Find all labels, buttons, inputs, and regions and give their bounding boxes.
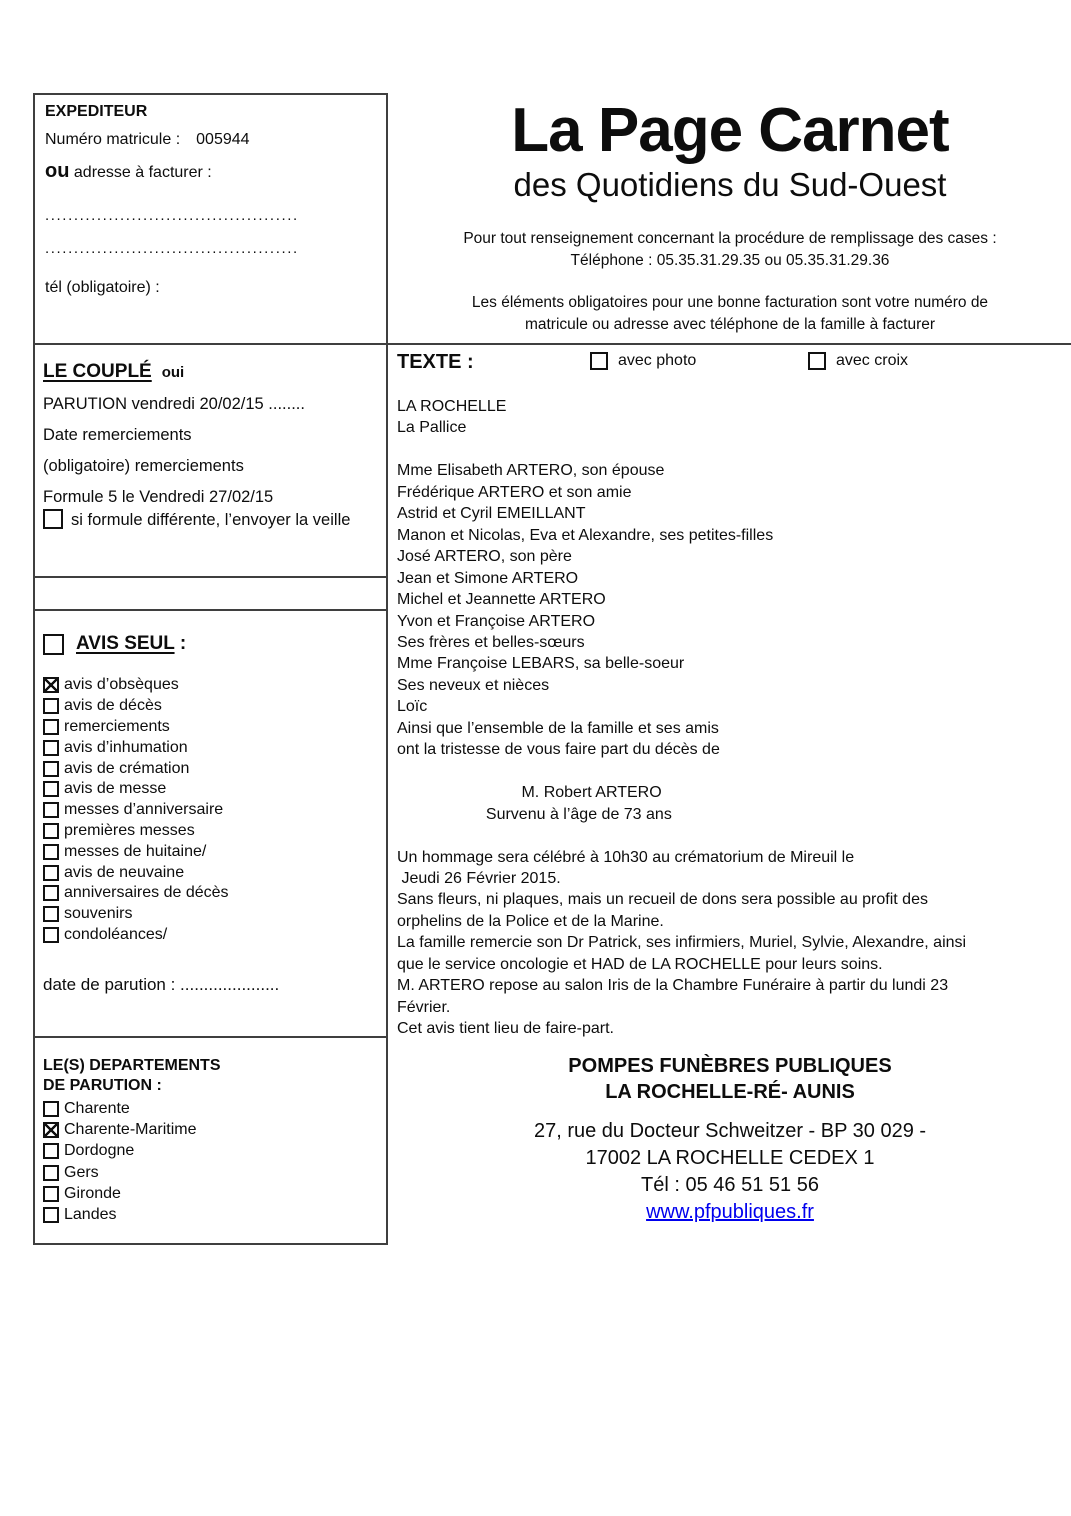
texte-line: LA ROCHELLE: [397, 398, 507, 415]
obligatoire-remerciements-line: (obligatoire) remerciements: [43, 457, 244, 475]
avis-seul-title: AVIS SEUL :: [76, 633, 187, 654]
adresse-label: adresse à facturer :: [73, 164, 212, 181]
avis-option-row: [43, 737, 378, 758]
info1-line1: Pour tout renseignement concernant la procédure de remplissage des cases :: [463, 230, 997, 248]
texte-line: Manon et Nicolas, Eva et Alexandre, ses petites-filles: [397, 526, 774, 544]
texte-line: M. Robert ARTERO: [397, 784, 662, 802]
formule-differente-checkbox[interactable]: [43, 509, 63, 529]
texte-line: Ainsi que l’ensemble de la famille et ses amis: [397, 719, 719, 737]
ou-label: ou: [45, 160, 70, 182]
funeral-home-name-line1: POMPES FUNÈBRES PUBLIQUES: [568, 1055, 892, 1077]
texte-line: Jean et Simone ARTERO: [397, 569, 579, 587]
funeral-home-name-line2: LA ROCHELLE-RÉ- AUNIS: [605, 1081, 855, 1103]
avis-option-checkbox[interactable]: [43, 865, 59, 881]
avis-option-checkbox[interactable]: [43, 906, 59, 922]
texte-line: Un hommage sera célébré à 10h30 au crématorium de Mireuil le: [397, 848, 855, 866]
avis-option-label: messes d’anniversaire: [64, 801, 224, 819]
avis-option-label: premières messes: [64, 821, 195, 839]
texte-line: [397, 439, 1062, 460]
texte-line: que le service oncologie et HAD de LA ROCHELLE pour leurs soins.: [397, 955, 883, 973]
avis-option-row: [43, 696, 378, 717]
avis-option-row: [43, 675, 378, 696]
tel-line: Tél : 05 46 51 51 56: [641, 1174, 819, 1196]
departements-options-list: [43, 1098, 378, 1226]
avis-option-label: avis d’inhumation: [64, 738, 188, 756]
departement-option-label: Gers: [64, 1163, 99, 1181]
avis-option-checkbox[interactable]: [43, 740, 59, 756]
departement-option-row: [43, 1183, 378, 1204]
le-couple-oui: oui: [161, 364, 185, 381]
texte-line: Sans fleurs, ni plaques, mais un recueil de dons sera possible au profit des: [397, 891, 928, 909]
adresse-blank-line-2: ............................................: [45, 240, 299, 257]
texte-line: orphelins de la Police et de la Marine.: [397, 912, 664, 930]
texte-line: Frédérique ARTERO et son amie: [397, 483, 632, 501]
texte-line: Michel et Jeannette ARTERO: [397, 591, 606, 609]
avis-option-label: souvenirs: [64, 905, 133, 923]
avis-option-label: avis d’obsèques: [64, 676, 179, 694]
departement-option-checkbox[interactable]: [43, 1165, 59, 1181]
texte-line: Ses frères et belles-sœurs: [397, 633, 585, 651]
avis-option-checkbox[interactable]: [43, 677, 59, 693]
date-parution-line: date de parution : .....................: [43, 975, 280, 995]
avis-option-row: [43, 779, 378, 800]
departement-option-checkbox[interactable]: [43, 1186, 59, 1202]
expediteur-title: EXPEDITEUR: [45, 103, 148, 120]
matricule-value: 005944: [196, 131, 250, 148]
avec-photo-group: [590, 352, 696, 370]
departement-option-label: Charente-Maritime: [64, 1120, 197, 1138]
empty-spacer-box: [33, 576, 388, 611]
parution-line: PARUTION vendredi 20/02/15 ........: [43, 395, 305, 413]
avis-option-row: [43, 821, 378, 842]
avis-option-checkbox[interactable]: [43, 823, 59, 839]
departement-option-row: [43, 1162, 378, 1183]
departement-option-checkbox[interactable]: [43, 1143, 59, 1159]
avis-option-row: [43, 841, 378, 862]
le-couple-title-row: [43, 361, 378, 383]
adresse-blank-line-1: ............................................: [45, 207, 299, 224]
departements-title-line2: DE PARUTION :: [43, 1077, 162, 1094]
avis-option-checkbox[interactable]: [43, 761, 59, 777]
texte-line: Cet avis tient lieu de faire-part.: [397, 1020, 614, 1038]
avis-option-row: [43, 904, 378, 925]
info1-line2: Téléphone : 05.35.31.29.35 ou 05.35.31.29.36: [570, 251, 890, 269]
expediteur-box: [33, 93, 388, 345]
obituary-text-body: [397, 396, 1062, 1040]
departement-option-label: Charente: [64, 1099, 130, 1117]
avis-option-label: messes de huitaine/: [64, 842, 207, 860]
avis-option-checkbox[interactable]: [43, 698, 59, 714]
avis-option-row: [43, 758, 378, 779]
texte-line: ont la tristesse de vous faire part du décès de: [397, 741, 720, 759]
texte-line: Jeudi 26 Février 2015.: [397, 869, 561, 887]
info2-line1: Les éléments obligatoires pour une bonne facturation sont votre numéro de: [471, 294, 989, 312]
texte-line: [397, 825, 1062, 846]
avis-option-row: [43, 925, 378, 946]
texte-line: M. ARTERO repose au salon Iris de la Chambre Funéraire à partir du lundi 23: [397, 977, 949, 995]
avis-option-label: condoléances/: [64, 925, 168, 943]
texte-line: Astrid et Cyril EMEILLANT: [397, 505, 586, 523]
departement-option-label: Gironde: [64, 1184, 121, 1202]
avis-option-label: avis de décès: [64, 697, 162, 715]
departement-option-checkbox[interactable]: [43, 1207, 59, 1223]
avec-croix-group: [808, 352, 908, 370]
avis-option-label: remerciements: [64, 717, 170, 735]
texte-divider-line: [388, 343, 1071, 345]
masthead: [400, 98, 1060, 335]
avis-seul-checkbox[interactable]: [43, 634, 64, 655]
tel-label: tél (obligatoire) :: [45, 279, 160, 296]
matricule-line: [45, 131, 376, 149]
departement-option-row: [43, 1204, 378, 1225]
avis-option-checkbox[interactable]: [43, 927, 59, 943]
info-paragraph-1: [400, 228, 1060, 271]
address-line1: 27, rue du Docteur Schweitzer - BP 30 029 -: [533, 1120, 927, 1142]
avis-seul-box: [33, 609, 388, 1038]
address-line2: 17002 LA ROCHELLE CEDEX 1: [585, 1147, 875, 1169]
texte-label: TEXTE :: [397, 351, 474, 373]
texte-line: Mme Françoise LEBARS, sa belle-soeur: [397, 655, 685, 673]
info-paragraph-2: [400, 292, 1060, 335]
le-couple-title: LE COUPLÉ: [43, 361, 152, 382]
website-link[interactable]: www.pfpubliques.fr: [646, 1201, 814, 1223]
avec-photo-label: avec photo: [618, 352, 697, 369]
avec-croix-label: avec croix: [836, 352, 909, 369]
avis-option-label: avis de neuvaine: [64, 863, 185, 881]
texte-line: Yvon et Françoise ARTERO: [397, 612, 596, 630]
avis-option-label: avis de crémation: [64, 759, 190, 777]
formule-differente-label: si formule différente, l’envoyer la veille: [71, 511, 351, 529]
funeral-home-address: [400, 1118, 1060, 1226]
adresse-line: [45, 160, 376, 183]
avis-option-row: [43, 800, 378, 821]
formule-line: Formule 5 le Vendredi 27/02/15: [43, 488, 274, 506]
avis-option-row: [43, 717, 378, 738]
departements-box: [33, 1036, 388, 1245]
departement-option-row: [43, 1141, 378, 1162]
avis-option-row: [43, 883, 378, 904]
texte-line: Ses neveux et nièces: [397, 676, 550, 694]
avis-option-checkbox[interactable]: [43, 781, 59, 797]
date-remerciements-line: Date remerciements: [43, 426, 192, 444]
avec-photo-checkbox[interactable]: [590, 352, 608, 370]
avis-option-label: anniversaires de décès: [64, 884, 229, 902]
matricule-label: Numéro matricule :: [45, 131, 181, 148]
avis-options-list: [43, 675, 378, 945]
texte-line: José ARTERO, son père: [397, 548, 572, 566]
avis-seul-header: [43, 633, 378, 655]
departement-option-row: [43, 1098, 378, 1119]
avis-option-checkbox[interactable]: [43, 844, 59, 860]
info2-line2: matricule ou adresse avec téléphone de la famille à facturer: [524, 315, 936, 333]
texte-line: La Pallice: [397, 419, 467, 437]
departement-option-row: [43, 1119, 378, 1140]
avis-option-row: [43, 862, 378, 883]
formule-differente-row: [43, 509, 378, 531]
texte-line: Février.: [397, 998, 451, 1016]
texte-line: Survenu à l’âge de 73 ans: [397, 805, 672, 823]
avec-croix-checkbox[interactable]: [808, 352, 826, 370]
departements-title-line1: LE(S) DEPARTEMENTS: [43, 1057, 221, 1074]
departement-option-label: Landes: [64, 1206, 117, 1224]
page-title: La Page Carnet: [511, 96, 949, 165]
departement-option-label: Dordogne: [64, 1142, 135, 1160]
avis-option-label: avis de messe: [64, 780, 167, 798]
texte-line: La famille remercie son Dr Patrick, ses infirmiers, Muriel, Sylvie, Alexandre, ainsi: [397, 934, 967, 952]
funeral-home-footer: [400, 1053, 1060, 1226]
texte-line: [397, 761, 1062, 782]
page-subtitle: des Quotidiens du Sud-Ouest: [513, 166, 947, 204]
texte-line: Mme Elisabeth ARTERO, son épouse: [397, 462, 665, 480]
texte-line: Loïc: [397, 698, 428, 716]
le-couple-box: [33, 343, 388, 578]
departement-option-checkbox[interactable]: [43, 1101, 59, 1117]
avis-option-checkbox[interactable]: [43, 719, 59, 735]
departement-option-checkbox[interactable]: [43, 1122, 59, 1138]
avis-option-checkbox[interactable]: [43, 802, 59, 818]
avis-option-checkbox[interactable]: [43, 885, 59, 901]
